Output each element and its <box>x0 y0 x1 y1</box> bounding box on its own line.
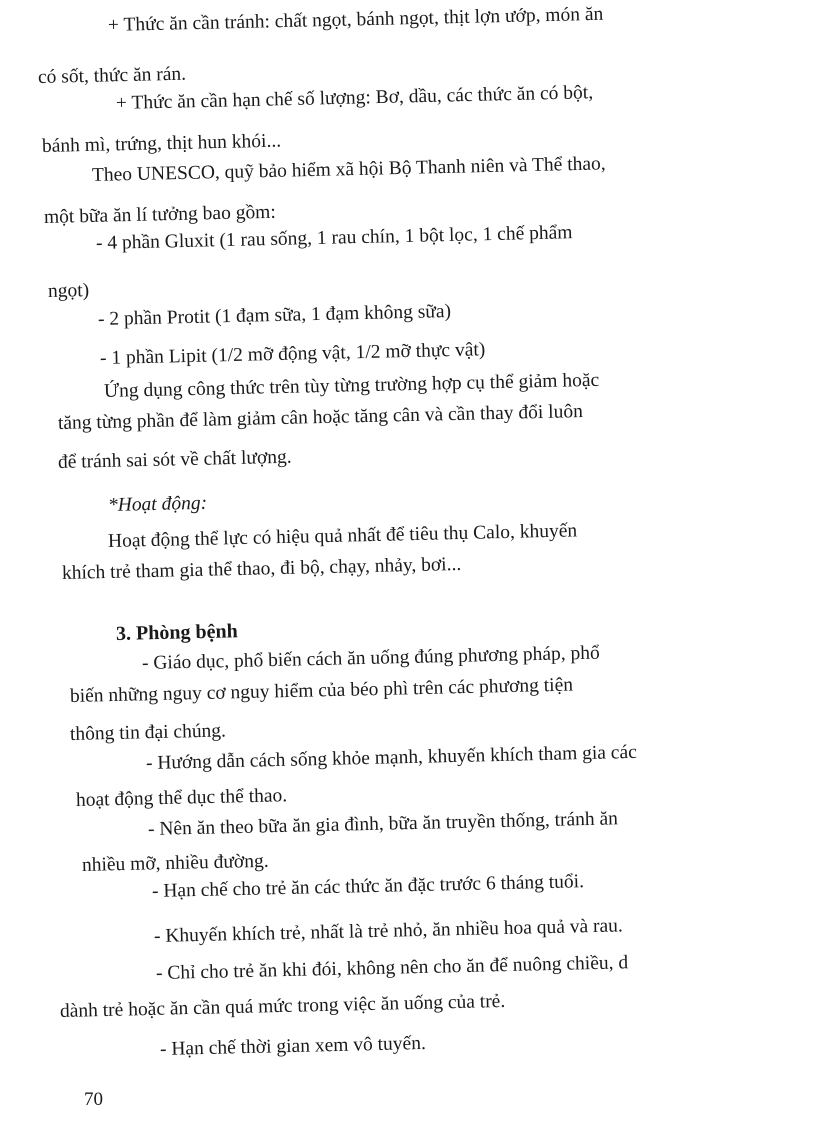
glucid-line-1: - 4 phần Gluxit (1 rau sống, 1 rau chín, 1 bột lọc, 1 chế phẩm <box>95 222 573 254</box>
apply-line-2: tăng từng phần để làm giảm cân hoặc tăng cân và cần thay đổi luôn <box>57 401 584 434</box>
unesco-intro-line-1: Theo UNESCO, quỹ bảo hiểm xã hội Bộ Thanh niên và Thể thao, <box>91 153 606 186</box>
prevention-item-6-line-2: dành trẻ hoặc ăn cần quá mức trong việc ăn uống của trẻ. <box>59 990 506 1022</box>
prevention-item-7: - Hạn chế thời gian xem vô tuyến. <box>159 1032 427 1060</box>
limit-foods-line-2: bánh mì, trứng, thịt hun khói... <box>41 130 282 157</box>
avoid-foods-line-1: + Thức ăn cần tránh: chất ngọt, bánh ngọt, thịt lợn ướp, món ăn <box>107 3 604 36</box>
avoid-foods-line-2: có sốt, thức ăn rán. <box>37 63 187 88</box>
activity-heading: *Hoạt động: <box>107 492 208 516</box>
prevention-item-1-line-2: biến những nguy cơ nguy hiểm của béo phì trên các phương tiện <box>69 674 574 707</box>
prevention-heading: 3. Phòng bệnh <box>115 620 238 645</box>
prevention-item-1-line-1: - Giáo dục, phổ biến cách ăn uống đúng phương pháp, phổ <box>141 642 601 674</box>
apply-line-1: Ứng dụng công thức trên tùy từng trường hợp cụ thể giảm hoặc <box>103 369 600 402</box>
apply-line-3: để tránh sai sót về chất lượng. <box>57 446 292 473</box>
prevention-item-1-line-3: thông tin đại chúng. <box>69 720 227 745</box>
prevention-item-4: - Hạn chế cho trẻ ăn các thức ăn đặc trước 6 tháng tuổi. <box>151 871 585 902</box>
prevention-item-2-line-2: hoạt động thể dục thể thao. <box>75 785 288 811</box>
prevention-item-5: - Khuyến khích trẻ, nhất là trẻ nhỏ, ăn nhiều hoa quả và rau. <box>153 915 624 947</box>
protid-line: - 2 phần Protit (1 đạm sữa, 1 đạm không sữa) <box>97 300 452 330</box>
activity-line-1: Hoạt động thể lực có hiệu quả nhất để tiêu thụ Calo, khuyến <box>107 520 578 552</box>
prevention-item-2-line-1: - Hướng dẫn cách sống khỏe mạnh, khuyến khích tham gia các <box>145 741 638 774</box>
prevention-item-6-line-1: - Chỉ cho trẻ ăn khi đói, không nên cho ăn để nuông chiều, d <box>155 952 629 984</box>
prevention-item-3-line-2: nhiều mỡ, nhiều đường. <box>81 850 269 876</box>
limit-foods-line-1: + Thức ăn cần hạn chế số lượng: Bơ, dầu, các thức ăn có bột, <box>115 82 594 114</box>
page-number: 70 <box>84 1089 103 1110</box>
prevention-item-3-line-1: - Nên ăn theo bữa ăn gia đình, bữa ăn truyền thống, tránh ăn <box>147 808 619 840</box>
activity-line-2: khích trẻ tham gia thể thao, đi bộ, chạy, nhảy, bơi... <box>61 553 462 584</box>
lipid-line: - 1 phần Lipit (1/2 mỡ động vật, 1/2 mỡ thực vật) <box>99 339 486 369</box>
unesco-intro-line-2: một bữa ăn lí tưởng bao gồm: <box>43 201 277 228</box>
glucid-line-2: ngọt) <box>47 280 90 302</box>
